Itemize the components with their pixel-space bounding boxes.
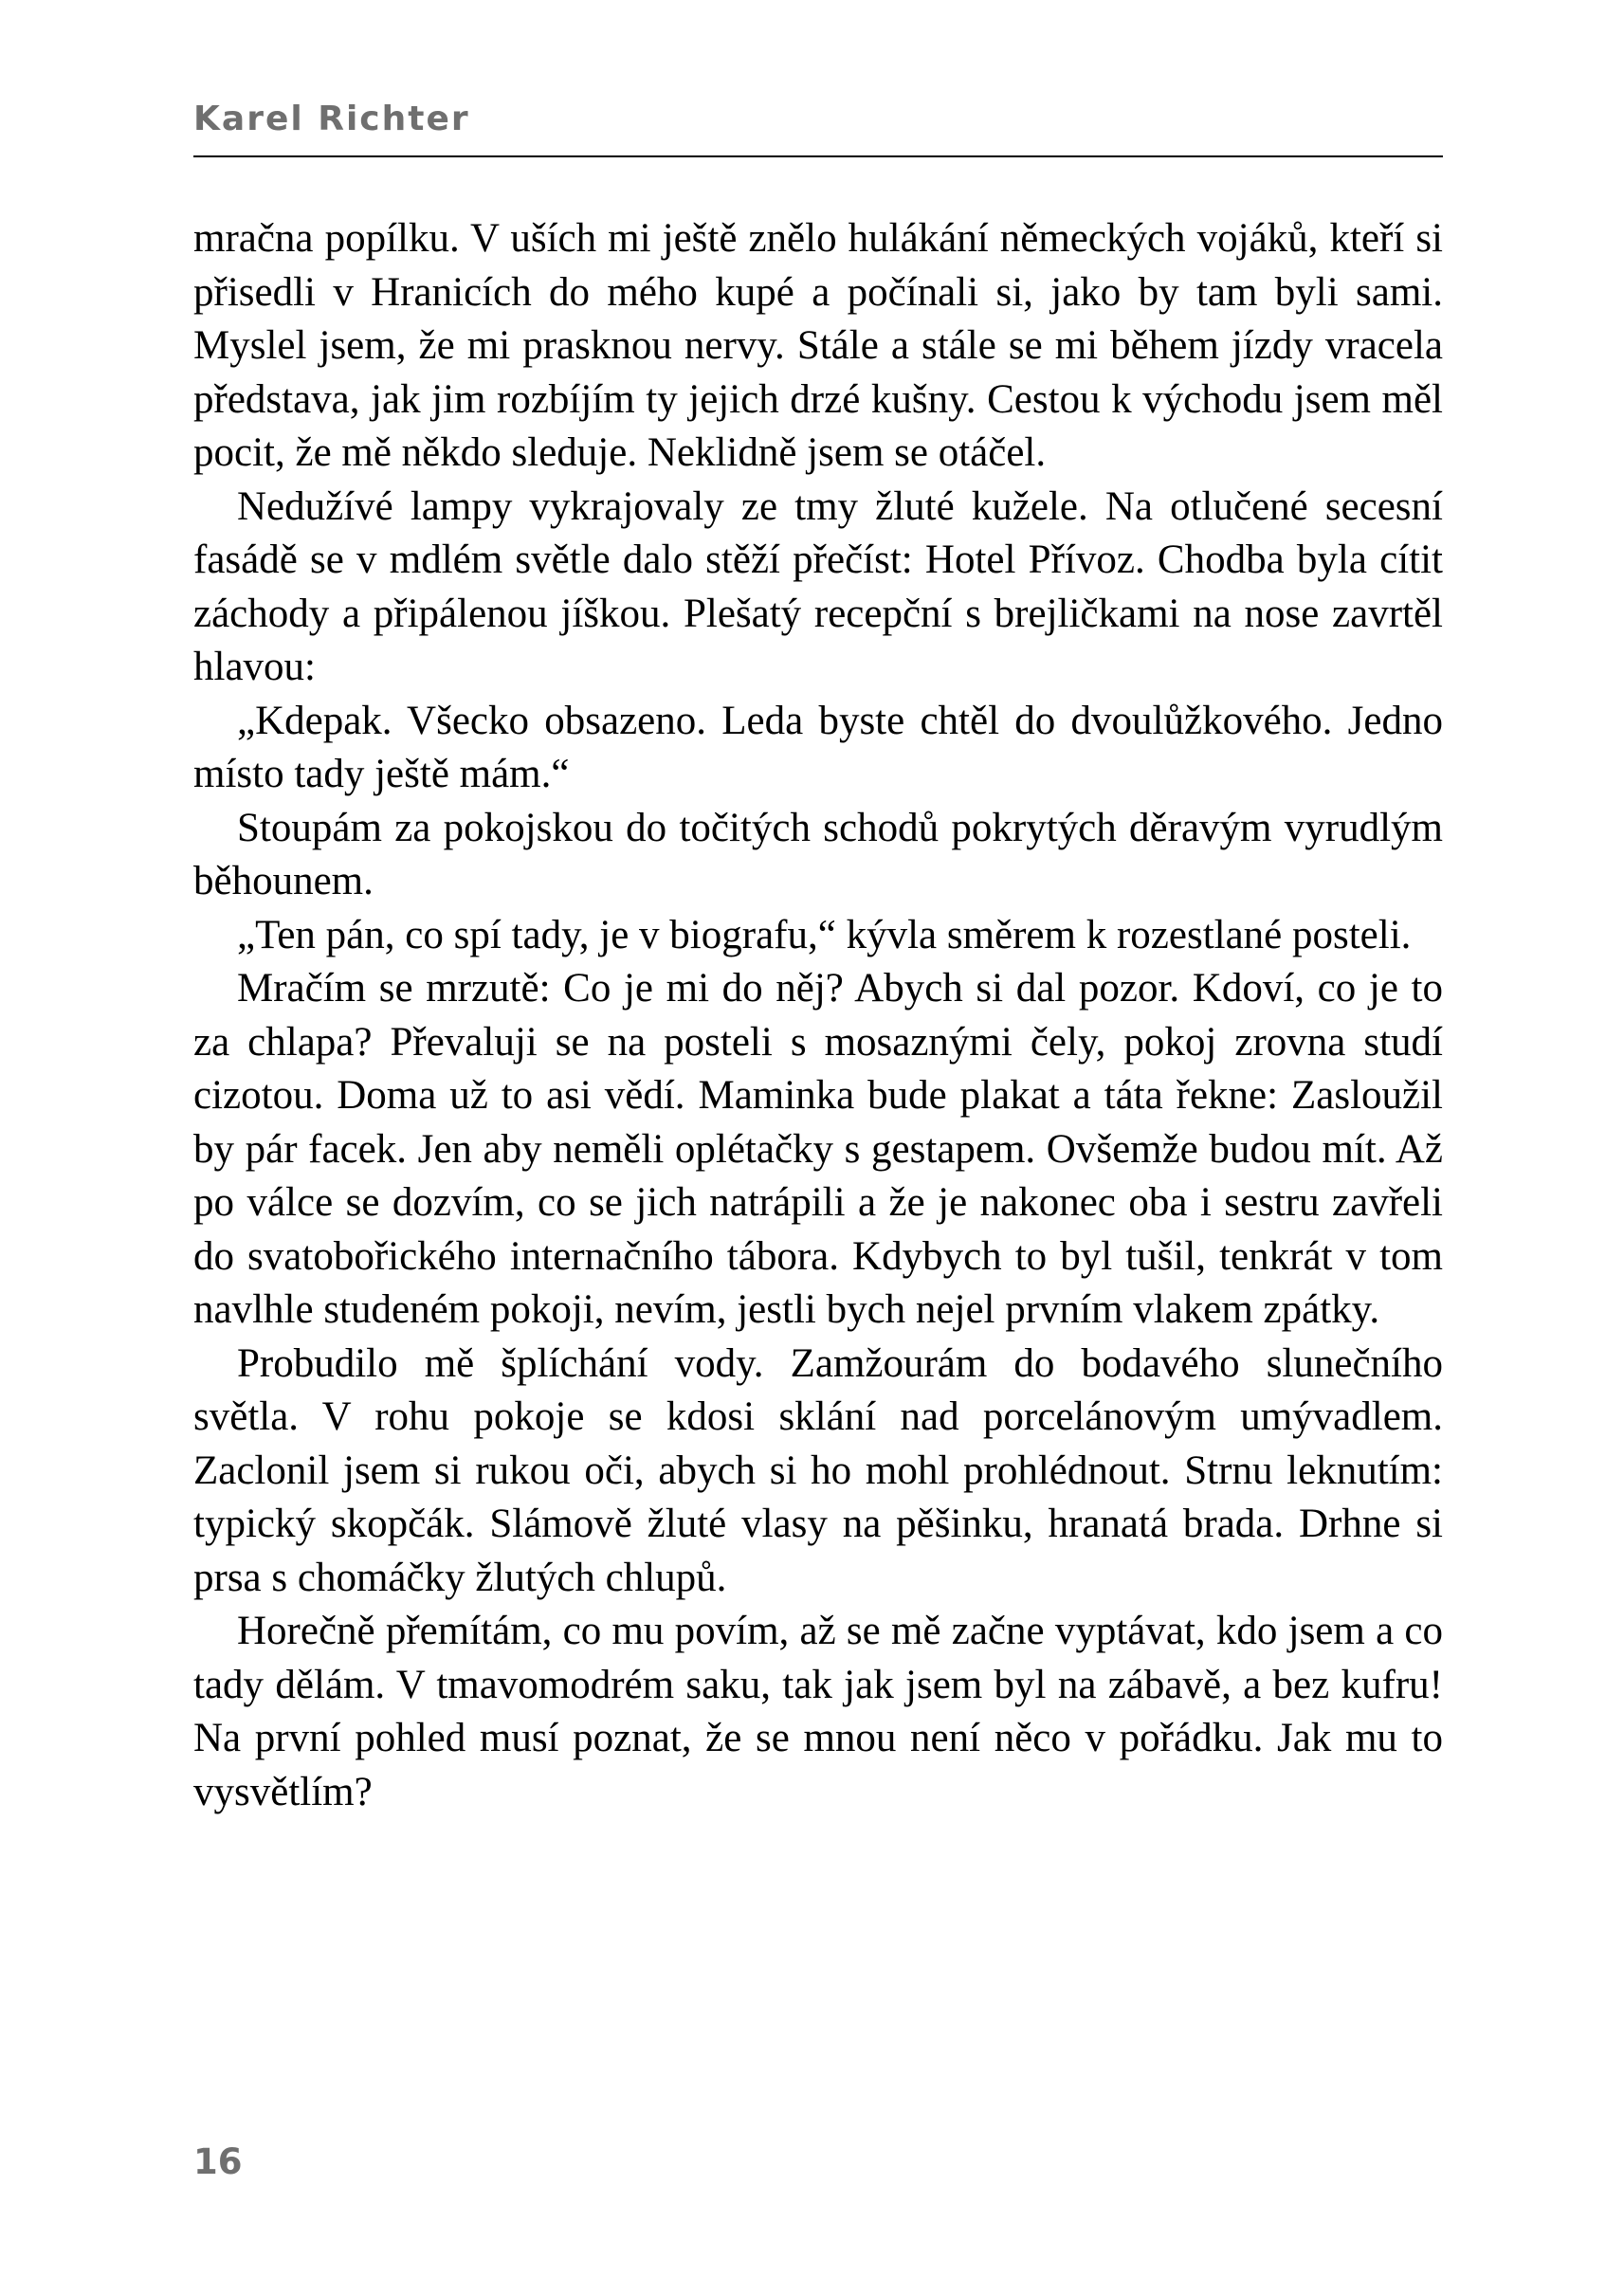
page-number: 16: [193, 2141, 243, 2182]
paragraph: Horečně přemítám, co mu povím, až se mě začne vyptávat, kdo jsem a co tady dělám. V tmavomodrém saku, tak jak jsem byl na zábavě, a bez kufru! Na první pohled musí poznat, že se mnou není něco v pořádku. Jak mu to vysvětlím?: [193, 1609, 1443, 1814]
paragraph: „Kdepak. Všecko obsazeno. Leda byste chtěl do dvoulůžkového. Jedno místo tady ještě mám.“: [193, 698, 1443, 796]
paragraph: Mračím se mrzutě: Co je mi do něj? Abych si dal pozor. Kdoví, co je to za chlapa? Převaluji se na posteli s mosaznými čely, pokoj zrovna studí cizotou. Doma už to asi vědí. Maminka bude plakat a táta řekne: Zasloužil by pár facek. Jen aby neměli oplétačky s gestapem. Ovšemže budou mít. Až po válce se dozvím, co se jich natrápili a že je nakonec oba i sestru zavřeli do svatobořického internačního tábora. Kdybych to byl tušil, tenkrát v tom navlhle studeném pokoji, nevím, jestli bych nejel prvním vlakem zpátky.: [193, 966, 1443, 1332]
header-rule: [193, 155, 1443, 157]
paragraph: Nedužívé lampy vykrajovaly ze tmy žluté kužele. Na otlučené secesní fasádě se v mdlém světle dalo stěží přečíst: Hotel Přívoz. Chodba byla cítit záchody a připálenou jíškou. Plešatý recepční s brejličkami na nose zavrtěl hlavou:: [193, 483, 1443, 689]
paragraph: mračna popílku. V uších mi ještě znělo hulákání německých vojáků, kteří si přisedli v Hranicích do mého kupé a počínali si, jako by tam byli sami. Myslel jsem, že mi prasknou nervy. Stále a stále se mi během jízdy vracela představa, jak jim rozbíjím ty jejich drzé kušny. Cestou k východu jsem měl pocit, že mě někdo sleduje. Neklidně jsem se otáčel.: [193, 216, 1443, 475]
paragraph: „Ten pán, co spí tady, je v biografu,“ kývla směrem k rozestlané posteli.: [237, 912, 1412, 957]
running-head-author: Karel Richter: [193, 100, 470, 138]
paragraph: Probudilo mě šplíchání vody. Zamžourám do bodavého slunečního světla. V rohu pokoje se kdosi sklání nad porcelánovým umývadlem. Zaclonil jsem si rukou oči, abych si ho mohl prohlédnout. Strnu leknutím: typický skopčák. Slámově žluté vlasy na pěšinku, hranatá brada. Drhne si prsa s chomáčky žlutých chlupů.: [193, 1340, 1443, 1600]
body-text: [193, 212, 1443, 1819]
paragraph: Stoupám za pokojskou do točitých schodů pokrytých děravým vyrudlým běhounem.: [193, 805, 1443, 903]
